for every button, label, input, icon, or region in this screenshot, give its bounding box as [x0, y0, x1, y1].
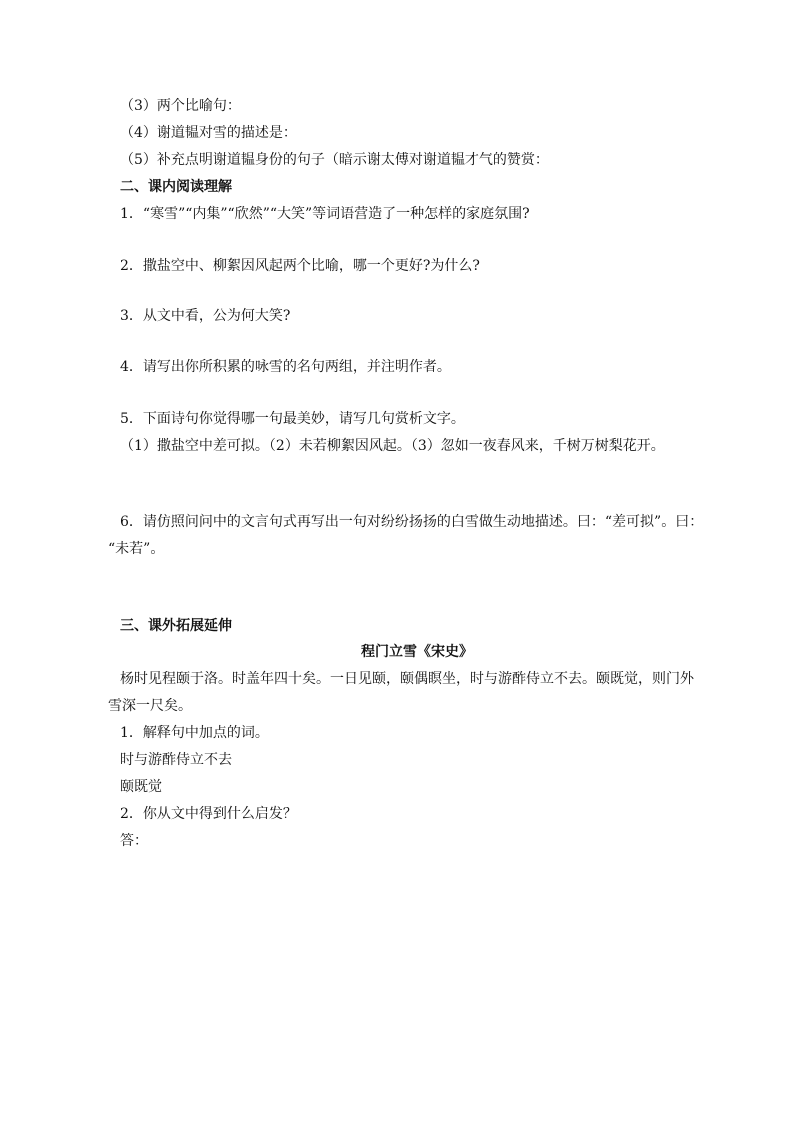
ext-question-2: 2．你从文中得到什么启发？	[120, 806, 297, 822]
passage-title: 程门立雪《宋史》	[361, 644, 473, 660]
answer-label: 答：	[120, 833, 148, 849]
question-2: 2．撒盐空中、柳絮因风起两个比喻，哪一个更好?为什么?	[120, 258, 480, 274]
item-3-metaphors: （3）两个比喻句：	[120, 98, 241, 114]
ext-question-1a: 时与游酢侍立不去	[120, 752, 232, 768]
passage-line1: 杨时见程颐于洛。时盖年四十矣。一日见颐，颐偶瞑坐，时与游酢侍立不去。颐既觉，则门外	[120, 671, 694, 687]
ext-question-1: 1．解释句中加点的词。	[120, 725, 269, 741]
passage-line2: 雪深一尺矣。	[108, 698, 192, 714]
question-6-line1: 6．请仿照问问中的文言句式再写出一句对纷纷扬扬的白雪做生动地描述。曰：“差可拟”。曰：	[120, 514, 704, 530]
item-4-description: （4）谢道韫对雪的描述是：	[120, 125, 297, 141]
section3-heading: 三、课外拓展延伸	[120, 618, 232, 634]
question-4: 4．请写出你所积累的咏雪的名句两组，并注明作者。	[120, 359, 451, 375]
question-5: 5．下面诗句你觉得哪一句最美妙，请写几句赏析文字。	[120, 411, 465, 427]
section2-heading: 二、课内阅读理解	[120, 179, 232, 195]
question-1: 1．“寒雪”“内集”“欣然”“大笑”等词语营造了一种怎样的家庭氛围?	[120, 206, 530, 222]
question-3: 3．从文中看，公为何大笑?	[120, 308, 291, 324]
question-5-options: （1）撒盐空中差可拟。（2）未若柳絮因风起。（3）忽如一夜春风来，千树万树梨花开。	[120, 438, 665, 454]
item-5-identity: （5）补充点明谢道韫身份的句子（暗示谢太傅对谢道韫才气的赞赏：	[120, 152, 549, 168]
ext-question-1b: 颐既觉	[120, 779, 162, 795]
question-6-line2: “未若”。	[108, 541, 165, 557]
